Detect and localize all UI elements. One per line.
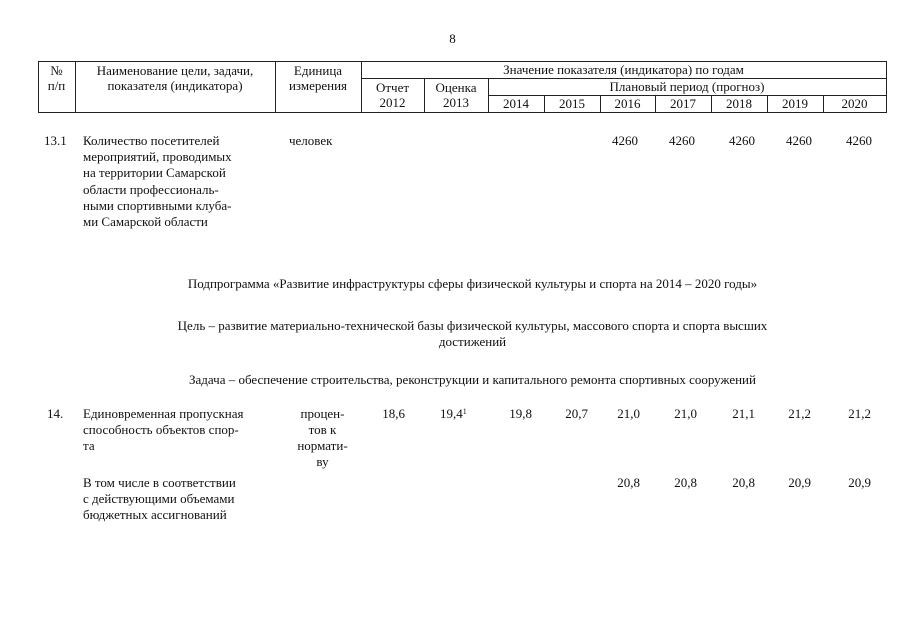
row-14-sub-value-2016: 20,8: [617, 475, 640, 490]
row-13-1-value-2017: 4260: [669, 133, 695, 148]
header-estimate-year: 2013: [443, 95, 469, 110]
row-14-unit-line-2: тов к: [308, 422, 337, 437]
header-unit-line-2: измерения: [288, 78, 348, 93]
row-14-name-line-2: способность объектов спор-: [83, 422, 239, 438]
row-14-name-line-1: Единовременная пропускная: [83, 406, 244, 421]
header-name: [75, 63, 275, 93]
row-14-report-2012: 18,6: [382, 406, 405, 421]
row-14-unit-line-1: процен-: [300, 406, 345, 421]
row-14-unit: [285, 406, 360, 470]
header-plan-title: Плановый период (прогноз): [609, 79, 765, 94]
row-14-value-2019: 21,2: [788, 406, 811, 421]
header-bottom-border: [38, 112, 887, 113]
header-num: [38, 63, 75, 93]
header-num-line-1: №: [50, 63, 63, 78]
row-14-sub-name-line-3: бюджетных ассигнований: [83, 507, 227, 523]
header-name-line-2: показателя (индикатора): [107, 78, 243, 93]
goal-heading: [20, 318, 905, 350]
row-14-value-2020: 21,2: [848, 406, 871, 421]
header-values-title: Значение показателя (индикатора) по годам: [503, 62, 744, 77]
row-13-1-name-line-1: Количество посетителей: [83, 133, 220, 148]
row-14-sub-name: [83, 475, 236, 524]
row-13-1-value-2018: 4260: [729, 133, 755, 148]
row-14-name: [83, 406, 244, 455]
page-number: 8: [449, 31, 456, 46]
row-14-value-2014: 19,8: [509, 406, 532, 421]
row-13-1-name-line-2: мероприятий, проводимых: [83, 149, 232, 165]
header-estimate-label: Оценка: [435, 80, 477, 95]
header-year-2016: 2016: [614, 96, 641, 111]
row-14-num: 14.: [47, 406, 64, 421]
row-14-estimate-footnote: 1: [462, 407, 467, 416]
row-14-value-2018: 21,1: [732, 406, 755, 421]
header-report-label: Отчет: [375, 80, 410, 95]
row-14-estimate-value: 19,4: [440, 406, 463, 421]
row-13-1-num: 13.1: [44, 133, 67, 148]
header-year-2018: 2018: [726, 96, 752, 111]
row-13-1-value-2019: 4260: [786, 133, 812, 148]
row-14-unit-line-4: ву: [316, 454, 329, 469]
header-report: [361, 80, 424, 110]
goal-heading-line-1: Цель – развитие материально-технической базы физической культуры, массового спорта и спорта высших: [177, 318, 768, 333]
header-num-line-2: п/п: [47, 78, 66, 93]
goal-heading-line-2: достижений: [438, 334, 507, 349]
row-13-1-value-2020: 4260: [846, 133, 872, 148]
row-13-1-unit: человек: [289, 133, 333, 148]
header-year-2017: 2017: [670, 96, 696, 111]
row-14-sub-value-2019: 20,9: [788, 475, 811, 490]
header-year-2019: 2019: [782, 96, 808, 111]
row-13-1-name-line-4: области профессиональ-: [83, 181, 219, 197]
row-14-value-2016: 21,0: [617, 406, 640, 421]
row-14-sub-name-line-1: В том числе в соответствии: [83, 475, 236, 490]
row-14-sub-value-2017: 20,8: [674, 475, 697, 490]
task-heading: Задача – обеспечение строительства, реконструкции и капитального ремонта спортивных сооружений: [189, 372, 756, 387]
header-right-border: [886, 61, 887, 112]
row-14-value-2017: 21,0: [674, 406, 697, 421]
header-unit: [275, 63, 361, 93]
row-13-1-name-line-6: ми Самарской области: [83, 214, 208, 230]
header-estimate: [424, 80, 488, 110]
subprogram-heading: Подпрограмма «Развитие инфраструктуры сферы физической культуры и спорта на 2014 – 2020 годы»: [187, 276, 758, 291]
row-14-unit-line-3: нормати-: [297, 438, 348, 453]
header-unit-line-1: Единица: [293, 63, 343, 78]
row-14-name-line-3: та: [83, 438, 95, 454]
row-13-1-name-line-3: на территории Самарской: [83, 165, 226, 181]
header-year-2020: 2020: [841, 96, 868, 111]
row-14-sub-value-2020: 20,9: [848, 475, 871, 490]
header-name-line-1: Наименование цели, задачи,: [96, 63, 254, 78]
row-13-1-name-line-5: ными спортивными клуба-: [83, 197, 232, 213]
row-14-sub-value-2018: 20,8: [732, 475, 755, 490]
header-year-2015: 2015: [559, 96, 585, 111]
row-14-value-2015: 20,7: [565, 406, 588, 421]
header-year-2014: 2014: [503, 96, 529, 111]
row-14-sub-name-line-2: с действующими объемами: [83, 491, 235, 507]
row-13-1-name: [83, 133, 232, 230]
row-14-estimate-2013: [440, 406, 467, 421]
row-13-1-value-2016: 4260: [612, 133, 638, 148]
header-report-year: 2012: [379, 95, 406, 110]
